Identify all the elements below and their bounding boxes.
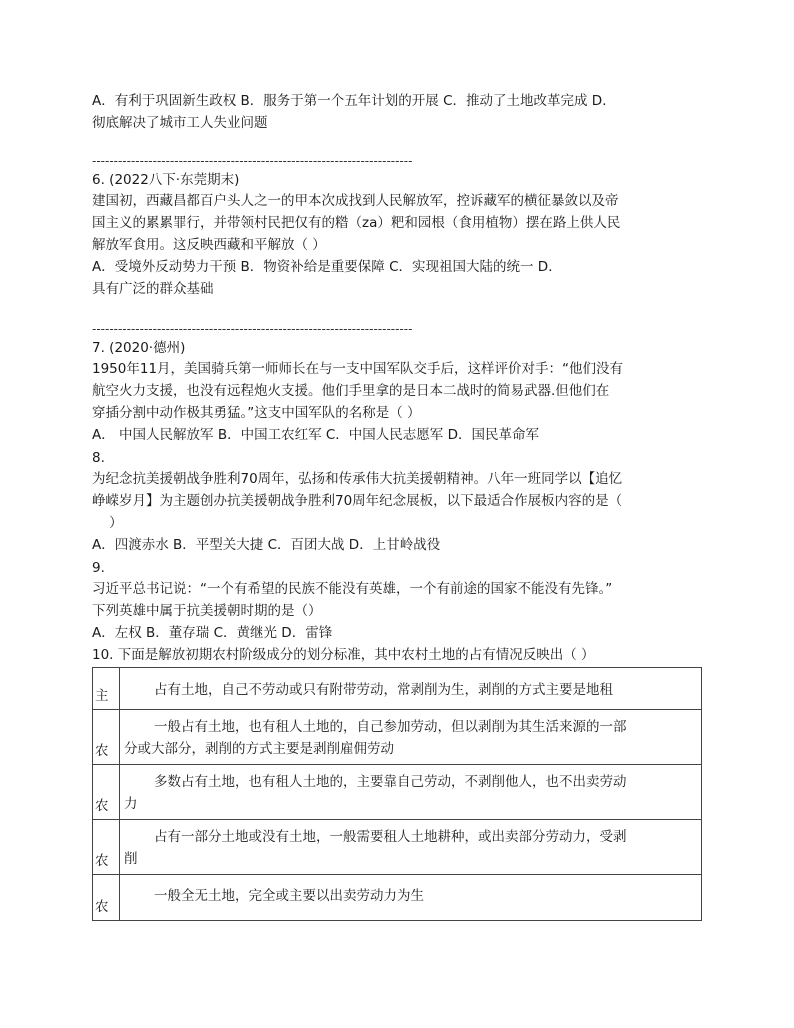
worksheet-page <box>92 90 704 921</box>
question-8 <box>92 448 704 556</box>
q9-stem-line-1: 习近平总书记说：“一个有希望的民族不能没有英雄，一个有前途的国家不能没有先锋。” <box>92 581 613 597</box>
class-desc-cell <box>120 875 702 921</box>
q8-header: 8. <box>92 450 105 466</box>
q6-header: 6. (2022八下·东莞期末) <box>92 172 240 188</box>
q7-header: 7. (2020·德州) <box>92 340 186 356</box>
question-7 <box>92 338 704 446</box>
class-name-cell: 主 <box>93 668 120 710</box>
q5-options <box>92 90 704 134</box>
separator-2: -------------------------------------------------------------------------- <box>92 322 413 336</box>
q5-options-line-1: A．有利于巩固新生政权 B．服务于第一个五年计划的开展 C．推动了土地改革完成 D． <box>92 93 616 109</box>
q8-stem-line-1: 为纪念抗美援朝战争胜利70周年，弘扬和传承伟大抗美援朝精神。八年一班同学以【追忆 <box>92 471 623 487</box>
q9-header: 9. <box>92 560 105 576</box>
class-desc-line-2: 削 <box>124 851 138 867</box>
class-name-cell: 农 <box>93 820 120 875</box>
table-row <box>93 710 702 765</box>
q10-stem: 10. 下面是解放初期农村阶级成分的划分标准，其中农村土地的占有情况反映出（ ） <box>92 647 595 663</box>
table-row <box>93 875 702 921</box>
class-desc-line-2: 分或大部分，剥削的方式主要是剥削雇佣劳动 <box>124 741 394 757</box>
table-row <box>93 765 702 820</box>
q8-stem-line-2: 峥嵘岁月】为主题创办抗美援朝战争胜利70周年纪念展板，以下最适合作展板内容的是（ <box>92 493 623 509</box>
question-6 <box>92 170 704 300</box>
class-desc-line-1: 一般占有土地，也有租人土地的，自己参加劳动，但以剥削为其生活来源的一部 <box>154 719 627 735</box>
class-name-cell: 农 <box>93 710 120 765</box>
q8-options: A．四渡赤水 B．平型关大捷 C．百团大战 D．上甘岭战役 <box>92 537 441 553</box>
question-9 <box>92 558 704 644</box>
q6-options-line-2: 具有广泛的群众基础 <box>92 281 214 297</box>
q9-options: A．左权 B．董存瑞 C．黄继光 D．雷锋 <box>92 625 333 641</box>
separator-1: -------------------------------------------------------------------------- <box>92 154 413 168</box>
class-desc-cell <box>120 765 702 820</box>
q6-stem-line-2: 国主义的累累罪行，并带领村民把仅有的糌（za）粑和园根（食用植物）摆在路上供人民 <box>92 215 621 231</box>
class-desc-line-1: 一般全无土地，完全或主要以出卖劳动力为生 <box>154 888 424 904</box>
q6-options-line-1: A．受境外反动势力干预 B．物资补给是重要保障 C．实现祖国大陆的统一 D． <box>92 259 562 275</box>
class-name-cell: 农 <box>93 875 120 921</box>
q6-stem-line-3: 解放军食用。这反映西藏和平解放（ ） <box>92 237 326 253</box>
q7-stem-line-1: 1950年11月，美国骑兵第一师师长在与一支中国军队交手后，这样评价对手：“他们没有 <box>92 361 624 377</box>
q7-options: A． 中国人民解放军 B．中国工农红军 C．中国人民志愿军 D．国民革命军 <box>92 427 539 443</box>
class-name-cell: 农 <box>93 765 120 820</box>
question-10 <box>92 644 704 921</box>
class-desc-cell <box>120 668 702 710</box>
class-standard-table <box>92 667 702 921</box>
q6-stem-line-1: 建国初，西藏昌都百户头人之一的甲本次成找到人民解放军，控诉藏军的横征暴敛以及帝 <box>92 193 619 209</box>
class-desc-cell <box>120 820 702 875</box>
q7-stem-line-3: 穿插分割中动作极其勇猛。”这支中国军队的名称是（ ） <box>92 405 421 421</box>
table-row <box>93 668 702 710</box>
q7-stem-line-2: 航空火力支援，也没有远程炮火支援。他们手里拿的是日本二战时的简易武器.但他们在 <box>92 383 610 399</box>
class-desc-line-2: 力 <box>124 796 138 812</box>
q5-options-line-2: 彻底解决了城市工人失业问题 <box>92 115 268 131</box>
q9-stem-line-2: 下列英雄中属于抗美援朝时期的是（） <box>92 603 322 619</box>
class-desc-cell <box>120 710 702 765</box>
class-desc-line-1: 占有土地，自己不劳动或只有附带劳动，常剥削为生，剥削的方式主要是地租 <box>154 681 613 698</box>
table-row <box>93 820 702 875</box>
class-desc-line-1: 多数占有土地，也有租人土地的，主要靠自己劳动，不剥削他人，也不出卖劳动 <box>154 774 627 790</box>
q8-stem-line-3: ） <box>92 515 123 531</box>
class-desc-line-1: 占有一部分土地或没有土地，一般需要租人土地耕种，或出卖部分劳动力，受剥 <box>154 829 627 845</box>
